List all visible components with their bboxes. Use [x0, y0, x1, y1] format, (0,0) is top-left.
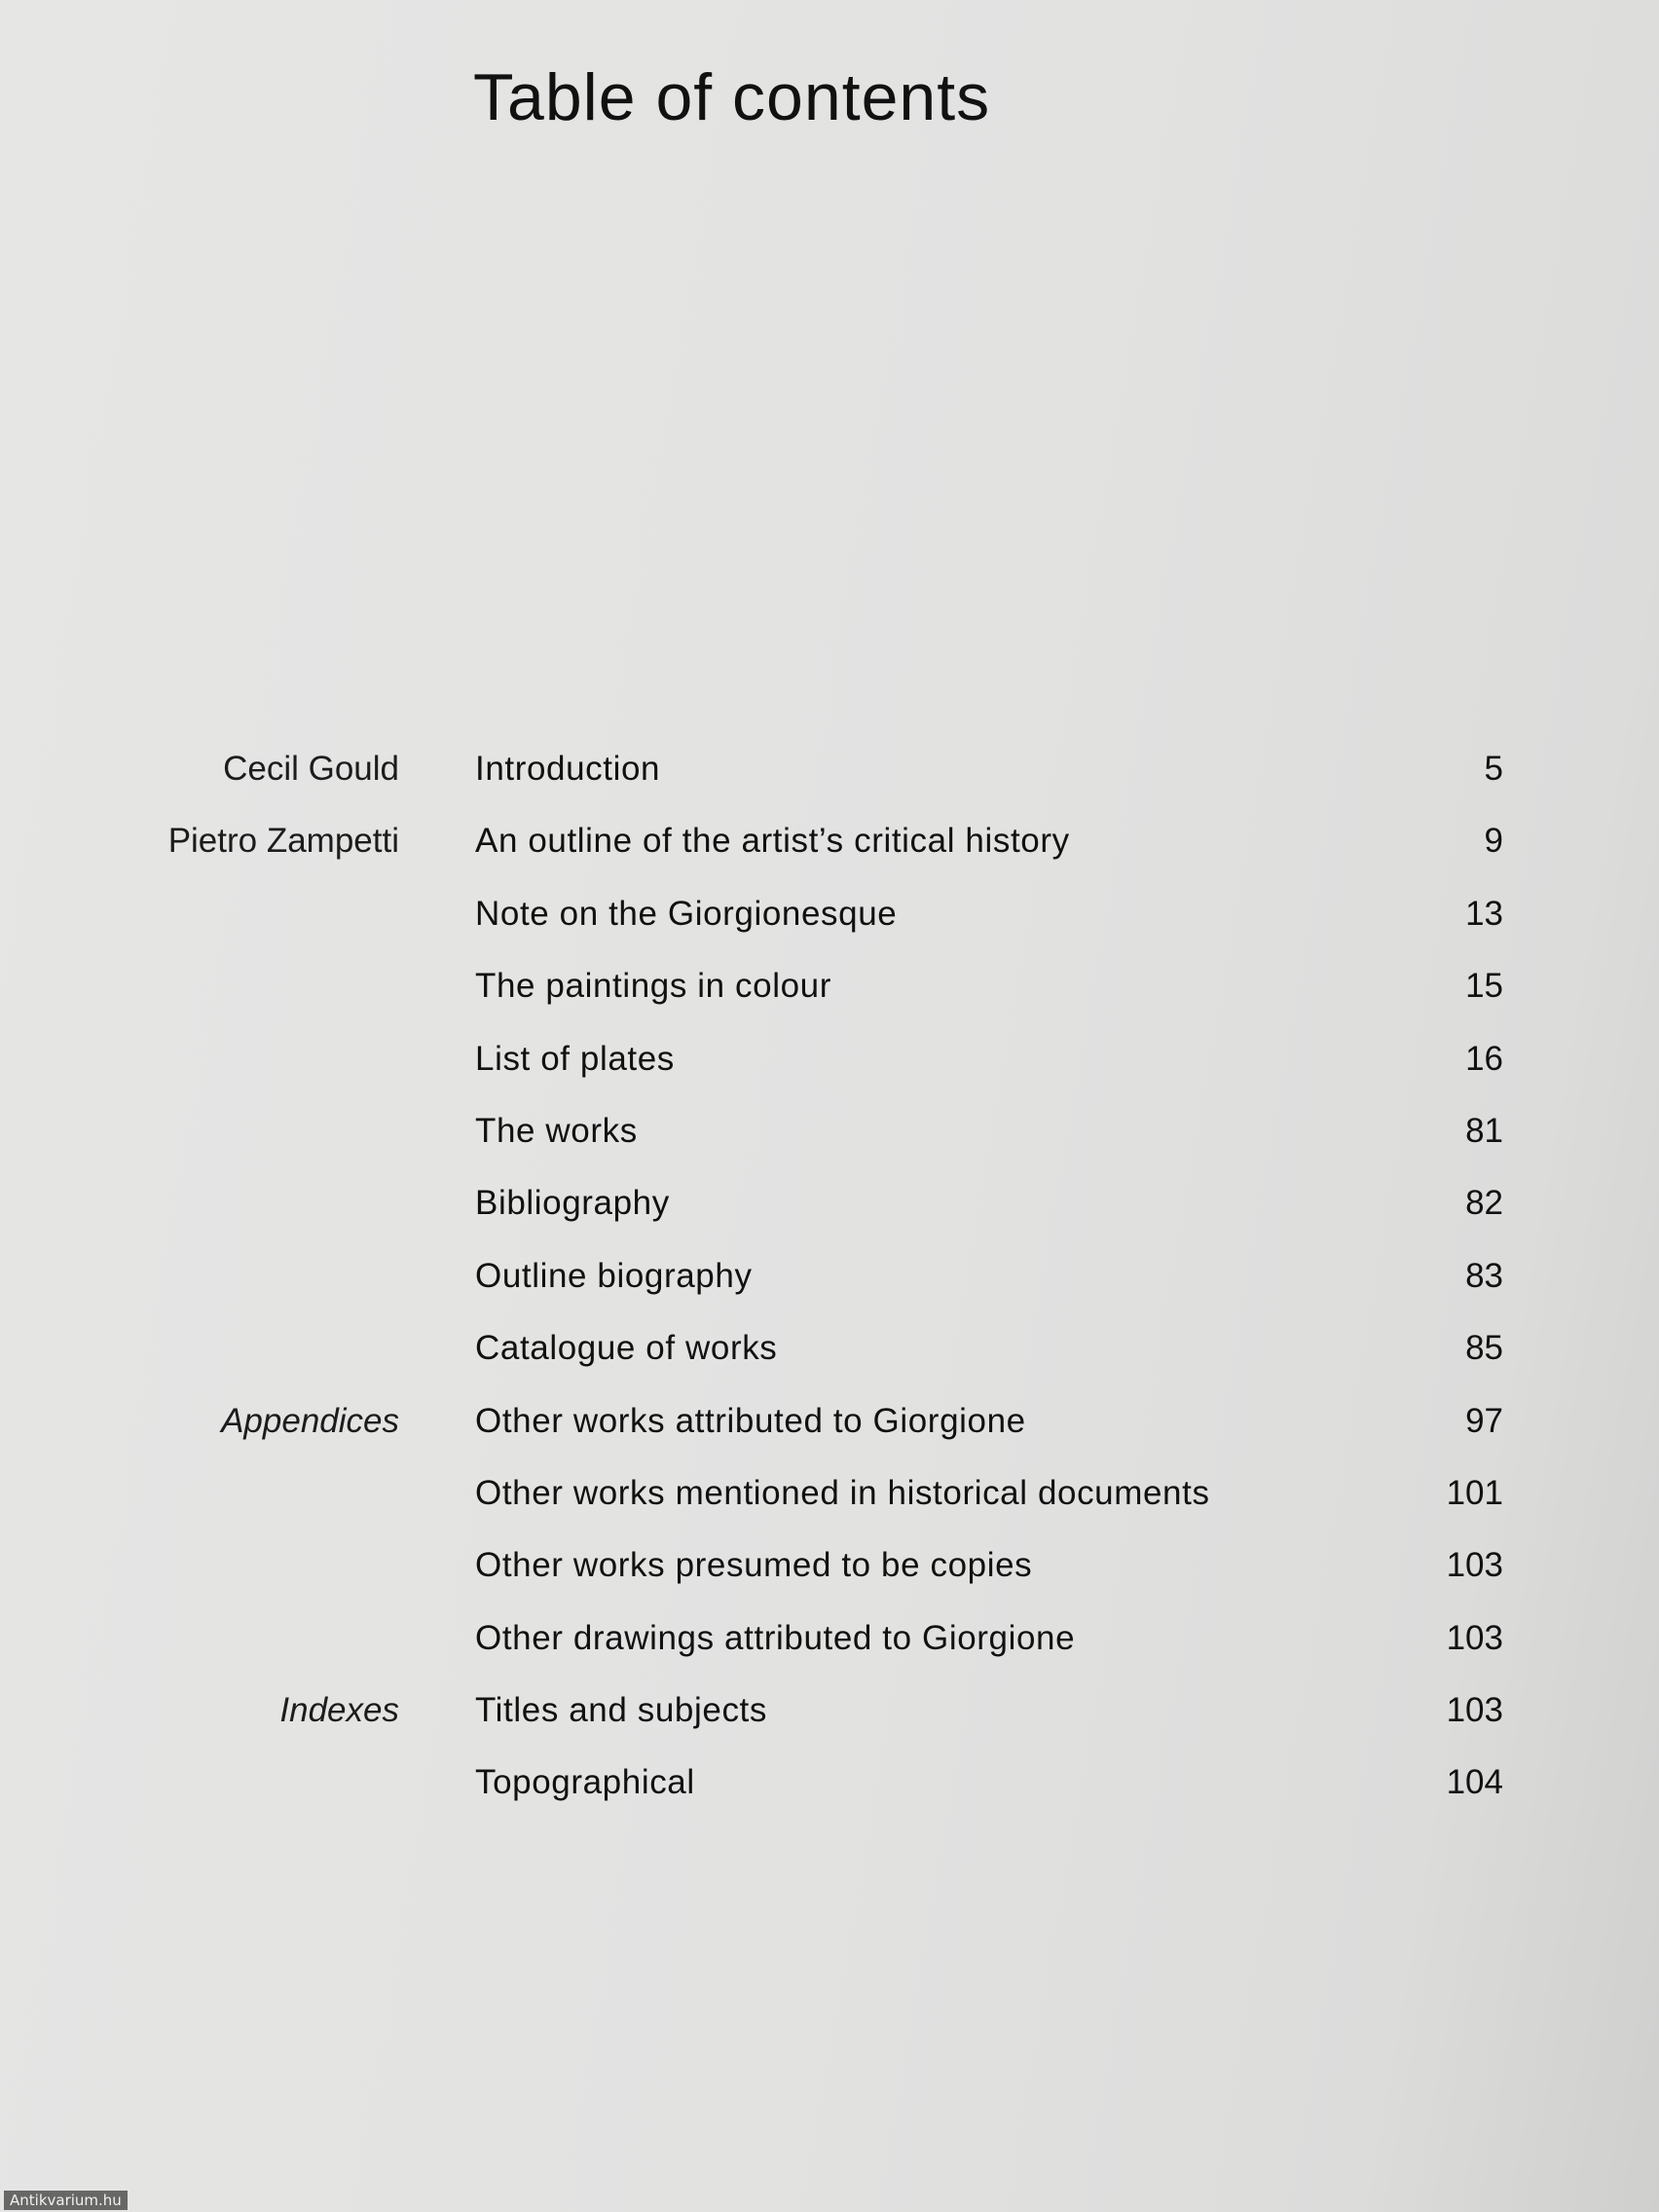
- toc-page-number: 103: [1446, 1691, 1503, 1730]
- toc-entry-title: Other works presumed to be copies: [475, 1546, 1033, 1585]
- toc-page-number: 15: [1465, 967, 1503, 1006]
- toc-entry: [0, 1763, 1659, 1835]
- toc-page-number: 97: [1465, 1401, 1503, 1440]
- toc-entry: [0, 1257, 1659, 1329]
- toc-entry-title: Other drawings attributed to Giorgione: [475, 1618, 1076, 1657]
- toc-entry: [0, 1619, 1659, 1691]
- toc-page-number: 103: [1446, 1618, 1503, 1657]
- watermark: Antikvarium.hu: [4, 2191, 128, 2210]
- toc-entry-title: List of plates: [475, 1039, 675, 1078]
- toc-page-number: 104: [1446, 1763, 1503, 1802]
- toc-entry-title: Bibliography: [475, 1184, 670, 1223]
- toc-entry-title: An outline of the artist’s critical history: [475, 822, 1070, 861]
- toc-page-number: 81: [1465, 1111, 1503, 1150]
- toc-page-number: 103: [1446, 1546, 1503, 1585]
- toc-entry-title: Other works attributed to Giorgione: [475, 1401, 1026, 1440]
- toc-entry-title: Outline biography: [475, 1256, 753, 1295]
- toc-section-label: Indexes: [279, 1691, 399, 1730]
- toc-entry-title: Introduction: [475, 750, 661, 788]
- toc-page-number: 13: [1465, 894, 1503, 933]
- toc-entry: [0, 1184, 1659, 1256]
- toc-page-number: 101: [1446, 1473, 1503, 1512]
- toc-entry: [0, 895, 1659, 967]
- toc-entry: [0, 1474, 1659, 1546]
- toc-entry: [0, 750, 1659, 822]
- toc-entry: [0, 1691, 1659, 1763]
- toc-entry: [0, 1040, 1659, 1112]
- page-title: Table of contents: [473, 60, 991, 134]
- toc-entry: [0, 967, 1659, 1039]
- toc-page-number: 5: [1484, 750, 1503, 788]
- toc-entry-title: Catalogue of works: [475, 1329, 778, 1368]
- toc-entry: [0, 1402, 1659, 1474]
- toc-entry-title: Other works mentioned in historical documents: [475, 1473, 1210, 1512]
- toc-entry: [0, 1329, 1659, 1401]
- toc-entry: [0, 1546, 1659, 1618]
- toc-entry-title: Topographical: [475, 1763, 695, 1802]
- toc-entry-title: The paintings in colour: [475, 967, 831, 1006]
- toc-page-number: 85: [1465, 1329, 1503, 1368]
- toc-section-label: Appendices: [221, 1401, 399, 1440]
- toc-author: Pietro Zampetti: [167, 822, 399, 861]
- toc-entry-title: The works: [475, 1111, 638, 1150]
- toc-entry-title: Note on the Giorgionesque: [475, 894, 898, 933]
- toc-page-number: 9: [1484, 822, 1503, 861]
- toc-page-number: 82: [1465, 1184, 1503, 1223]
- toc-page-number: 16: [1465, 1039, 1503, 1078]
- toc-author: Cecil Gould: [223, 750, 399, 788]
- table-of-contents: [0, 750, 1659, 1836]
- toc-entry: [0, 822, 1659, 894]
- toc-entry: [0, 1112, 1659, 1184]
- toc-page-number: 83: [1465, 1256, 1503, 1295]
- toc-entry-title: Titles and subjects: [475, 1691, 767, 1730]
